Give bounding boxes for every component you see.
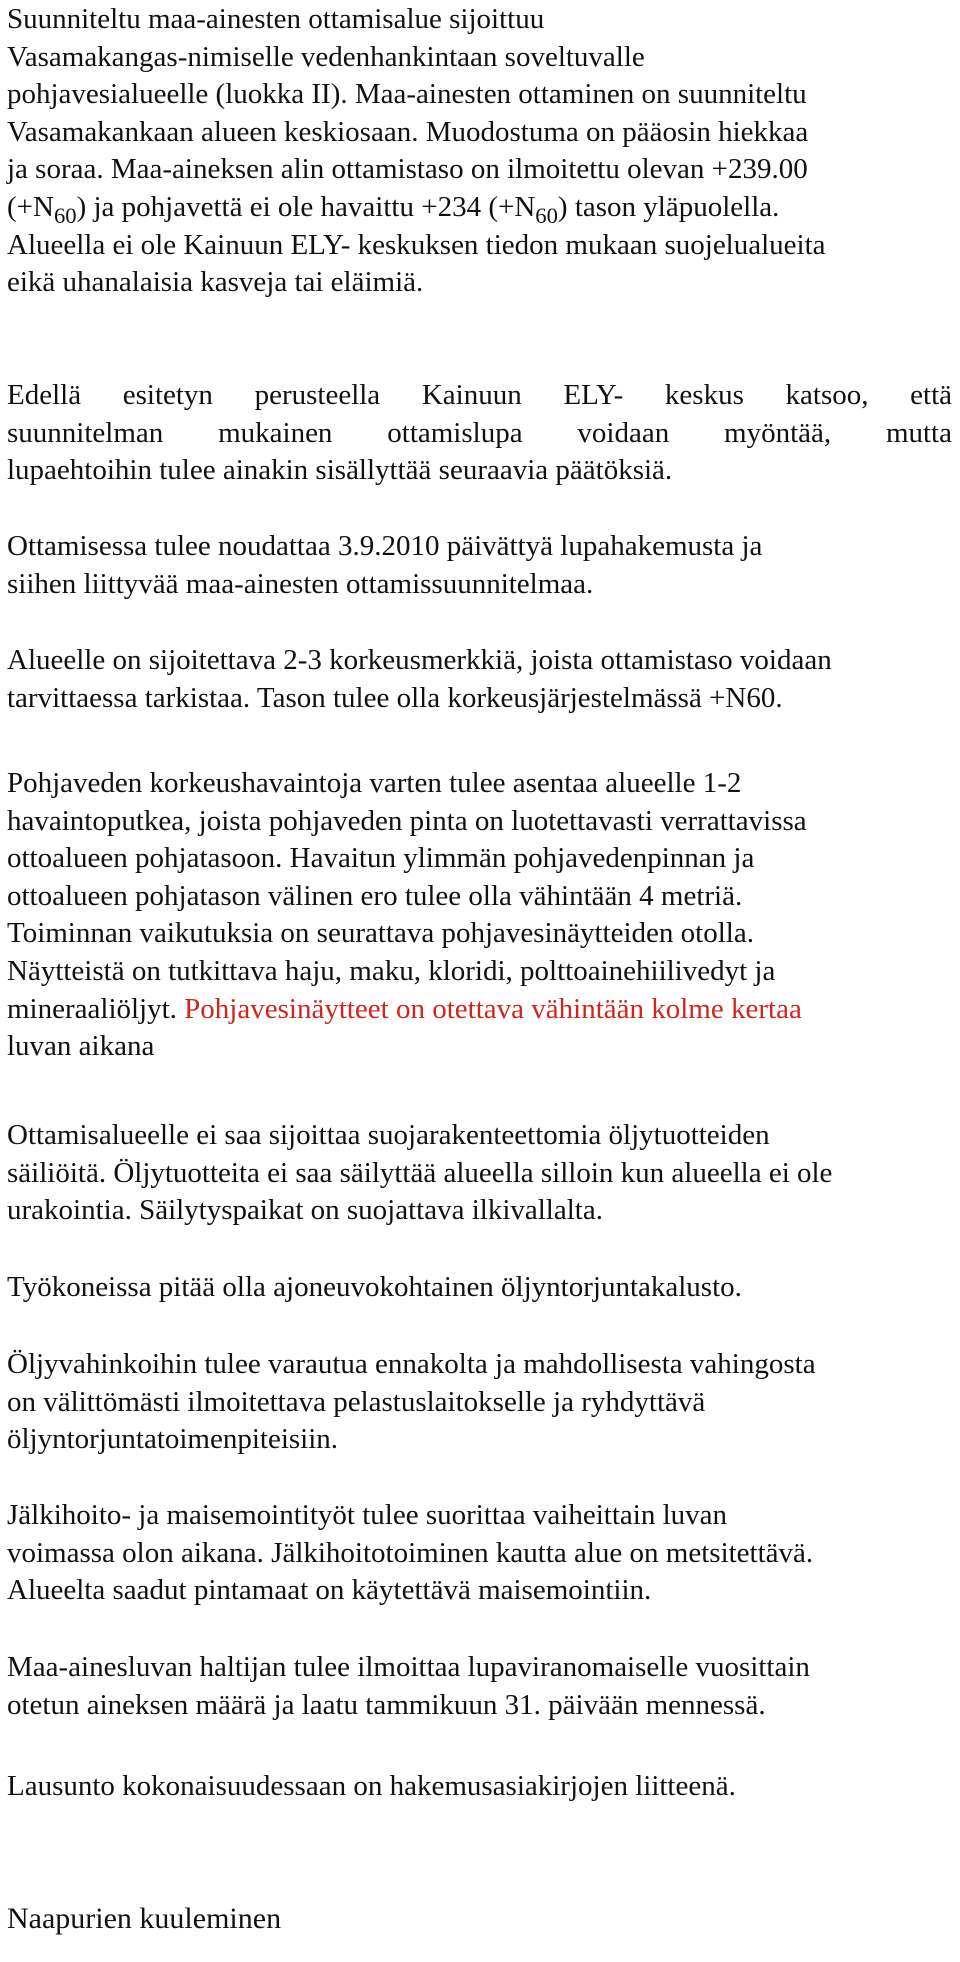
section-heading: Naapurien kuuleminen: [7, 1902, 282, 1935]
text-line: Ottamisalueelle ei saa sijoittaa suojarakenteettomia öljytuotteiden: [7, 1119, 770, 1151]
text-line: Alueelta saadut pintamaat on käytettävä maisemointiin.: [7, 1574, 652, 1607]
text-line: havaintoputkea, joista pohjaveden pinta on luotettavasti verrattavissa: [7, 804, 807, 837]
text-run: mineraaliöljyt.: [7, 992, 177, 1025]
statement-paragraph: [7, 377, 952, 490]
text-line: Pohjaveden korkeushavaintoja varten tulee asentaa alueelle 1-2: [7, 767, 742, 799]
text-run: ) ja pohjavettä ei ole havaittu +234 (+N: [76, 190, 536, 223]
text-line: Maa-ainesluvan haltijan tulee ilmoittaa lupaviranomaiselle vuosittain: [7, 1651, 810, 1683]
text-line: Vasamakangas-nimiselle vedenhankintaan soveltuvalle: [7, 40, 645, 73]
text-line: Jälkihoito- ja maisemointityöt tulee suorittaa vaiheittain luvan: [7, 1499, 728, 1531]
text-line: Työkoneissa pitää olla ajoneuvokohtainen öljyntorjuntakalusto.: [7, 1271, 742, 1303]
condition-annual-report: [7, 1649, 810, 1724]
text-line: öljyntorjuntatoimenpiteisiin.: [7, 1423, 339, 1456]
text-line: Lausunto kokonaisuudessaan on hakemusasiakirjojen liitteenä.: [7, 1770, 736, 1802]
text-line: Toiminnan vaikutuksia on seurattava pohjavesinäytteiden otolla.: [7, 917, 754, 950]
condition-oil-storage: [7, 1117, 832, 1230]
text-line: Vasamakankaan alueen keskiosaan. Muodostuma on pääosin hiekkaa: [7, 115, 809, 148]
text-line: Näytteistä on tutkittava haju, maku, kloridi, polttoainehiilivedyt ja: [7, 954, 776, 987]
text-line: on välittömästi ilmoitettava pelastuslaitokselle ja ryhdyttävä: [7, 1385, 706, 1418]
text-run: ) tason yläpuolella.: [557, 190, 780, 223]
text-line: pohjavesialueelle (luokka II). Maa-ainesten ottaminen on suunniteltu: [7, 78, 807, 111]
text-line: ottoalueen pohjatason välinen ero tulee olla vähintään 4 metriä.: [7, 879, 743, 912]
condition-aftercare: [7, 1497, 813, 1610]
text-line: säiliöitä. Öljytuotteita ei saa säilyttää alueella silloin kun alueella ei ole: [7, 1156, 833, 1189]
text-line: ottoalueen pohjatasoon. Havaitun ylimmän pohjavedenpinnan ja: [7, 842, 755, 875]
condition-application: [7, 528, 762, 603]
text-run: (+N: [7, 190, 54, 223]
text-line: Suunniteltu maa-ainesten ottamisalue sijoittuu: [7, 3, 545, 35]
text-line: ja soraa. Maa-aineksen alin ottamistaso on ilmoitettu olevan +239.00: [7, 153, 808, 186]
text-line: siihen liittyvää maa-ainesten ottamissuunnitelmaa.: [7, 567, 594, 600]
text-line: Edellä esitetyn perusteella Kainuun ELY- keskus katsoo, että: [7, 379, 952, 411]
condition-oil-response-equipment: [7, 1269, 742, 1307]
text-line: otetun aineksen määrä ja laatu tammikuun 31. päivään mennessä.: [7, 1688, 766, 1721]
text-line: suunnitelman mukainen ottamislupa voidaan myöntää, mutta: [7, 416, 952, 449]
condition-oil-damage: [7, 1346, 816, 1459]
text-line: [7, 189, 826, 227]
text-line: voimassa olon aikana. Jälkihoitotoiminen kautta alue on metsitettävä.: [7, 1536, 814, 1569]
highlighted-text-run: Pohjavesinäytteet on otettava vähintään kolme kertaa: [176, 992, 802, 1025]
text-line: eikä uhanalaisia kasveja tai eläimiä.: [7, 266, 424, 299]
text-line: tarvittaessa tarkistaa. Tason tulee olla korkeusjärjestelmässä +N60.: [7, 681, 783, 714]
text-line: Alueella ei ole Kainuun ELY- keskuksen tiedon mukaan suojelualueita: [7, 228, 826, 261]
subscript-60: 60: [535, 203, 558, 229]
text-line: Öljyvahinkoihin tulee varautua ennakolta ja mahdollisesta vahingosta: [7, 1348, 816, 1380]
text-line: Alueelle on sijoitettava 2-3 korkeusmerkkiä, joista ottamistaso voidaan: [7, 644, 832, 676]
condition-height-markers: [7, 642, 832, 717]
text-line: [7, 991, 807, 1029]
text-line: lupaehtoihin tulee ainakin sisällyttää seuraavia päätöksiä.: [7, 454, 673, 487]
intro-paragraph: [7, 1, 826, 302]
closing-paragraph: [7, 1768, 736, 1806]
text-line: urakointia. Säilytyspaikat on suojattava ilkivallalta.: [7, 1194, 603, 1227]
subscript-60: 60: [53, 203, 77, 229]
text-line: Ottamisessa tulee noudattaa 3.9.2010 päivättyä lupahakemusta ja: [7, 530, 763, 562]
text-line: luvan aikana: [7, 1030, 155, 1063]
condition-groundwater-monitoring: [7, 765, 807, 1066]
